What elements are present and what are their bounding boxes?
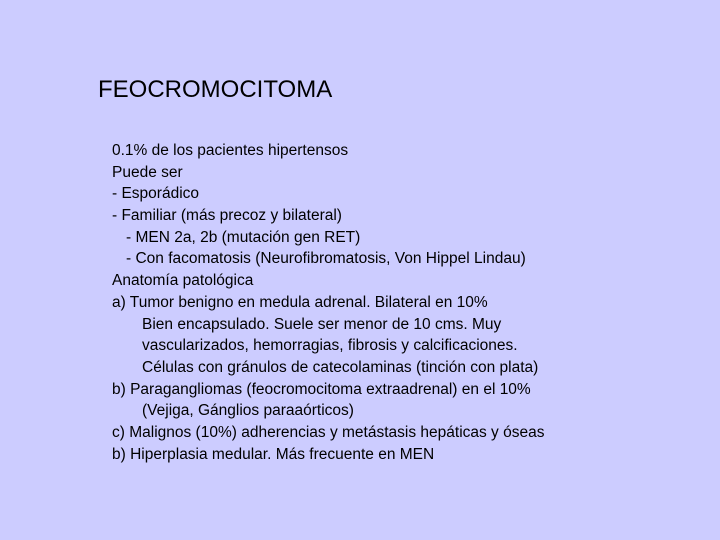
body-line-malignos: c) Malignos (10%) adherencias y metástasis hepáticas y óseas [112, 423, 545, 441]
body-line-esporadico: - Esporádico [112, 185, 200, 203]
body-line-vascularizados: vascularizados, hemorragias, fibrosis y calcificaciones. [142, 337, 518, 355]
body-line-men: - MEN 2a, 2b (mutación gen RET) [126, 228, 361, 246]
slide-title: FEOCROMOCITOMA [98, 76, 333, 103]
body-line-celulas: Células con gránulos de catecolaminas (tinción con plata) [142, 358, 539, 376]
body-line-facomatosis: - Con facomatosis (Neurofibromatosis, Von Hippel Lindau) [126, 250, 526, 268]
body-line-familiar: - Familiar (más precoz y bilateral) [112, 207, 342, 225]
body-line-anatomia: Anatomía patológica [112, 272, 254, 290]
body-line-prevalence: 0.1% de los pacientes hipertensos [112, 142, 349, 159]
body-line-encapsulado: Bien encapsulado. Suele ser menor de 10 cms. Muy [142, 315, 502, 333]
body-line-paragangliomas: b) Paragangliomas (feocromocitoma extraadrenal) en el 10% [112, 380, 531, 398]
slide-body [112, 140, 712, 465]
body-line-hiperplasia: b) Hiperplasia medular. Más frecuente en MEN [112, 445, 435, 463]
body-line-puede-ser: Puede ser [112, 163, 183, 181]
body-line-vejiga: (Vejiga, Gánglios paraaórticos) [142, 402, 354, 420]
body-line-tumor-benigno: a) Tumor benigno en medula adrenal. Bilateral en 10% [112, 293, 488, 311]
